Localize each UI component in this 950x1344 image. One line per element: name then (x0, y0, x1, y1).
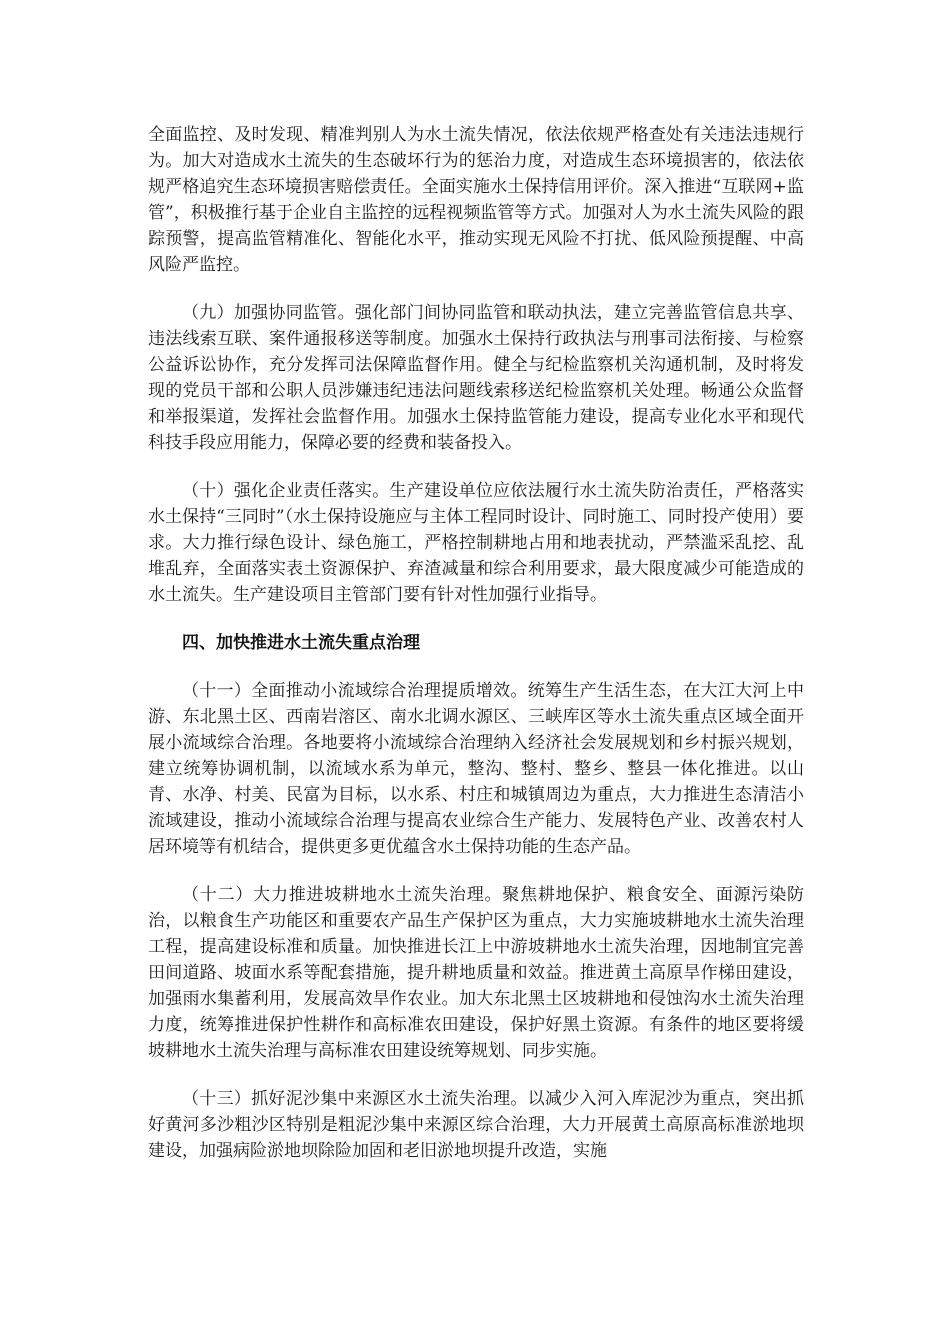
paragraph-item-10-enterprise-responsibility: （十）强化企业责任落实。生产建设单位应依法履行水土流失防治责任，严格落实水土保持“三同时”（水土保持设施应与主体工程同时设计、同时施工、同时投产使用）要求。大力推行绿色设计、绿色施工，严格控制耕地占用和地表扰动，严禁滥采乱挖、乱堆乱弃，全面落实表土资源保护、弃渣减量和综合利用要求，最大限度减少可能造成的水土流失。生产建设项目主管部门要有针对性加强行业指导。 (148, 481, 804, 605)
paragraph-item-9-collaborative-supervision: （九）加强协同监管。强化部门间协同监管和联动执法，建立完善监管信息共享、违法线索互联、案件通报移送等制度。加强水土保持行政执法与刑事司法衔接、与检察公益诉讼协作，充分发挥司法保障监督作用。健全与纪检监察机关沟通机制，及时将发现的党员干部和公职人员涉嫌违纪违法问题线索移送纪检监察机关处理。畅通公众监督和举报渠道，发挥社会监督作用。加强水土保持监管能力建设，提高专业化水平和现代科技手段应用能力，保障必要的经费和装备投入。 (148, 303, 804, 453)
paragraph-continuation-monitoring: 全面监控、及时发现、精准判别人为水土流失情况，依法依规严格查处有关违法违规行为。加大对造成水土流失的生态破坏行为的惩治力度，对造成生态环境损害的，依法依规严格追究生态环境损害赔偿责任。全面实施水土保持信用评价。深入推进“互联网+监管”，积极推行基于企业自主监控的远程视频监管等方式。加强对人为水土流失风险的跟踪预警，提高监管精准化、智能化水平，推动实现无风险不打扰、低风险预提醒、中高风险严监控。 (148, 125, 804, 275)
paragraph-item-11-small-watershed: （十一）全面推动小流域综合治理提质增效。统筹生产生活生态，在大江大河上中游、东北黑土区、西南岩溶区、南水北调水源区、三峡库区等水土流失重点区域全面开展小流域综合治理。各地要将小流域综合治理纳入经济社会发展规划和乡村振兴规划，建立统筹协调机制，以流域水系为单元，整沟、整村、整乡、整县一体化推进。以山青、水净、村美、民富为目标，以水系、村庄和城镇周边为重点，大力推进生态清洁小流域建设，推动小流域综合治理与提高农业综合生产能力、发展特色产业、改善农村人居环境等有机结合，提供更多更优蕴含水土保持功能的生态产品。 (148, 681, 804, 857)
paragraph-item-13-sediment-source: （十三）抓好泥沙集中来源区水土流失治理。以减少入河入库泥沙为重点，突出抓好黄河多沙粗沙区特别是粗泥沙集中来源区综合治理，大力开展黄土高原高标准淤地坝建设，加强病险淤地坝除险加固和老旧淤地坝提升改造，实施 (148, 1089, 804, 1161)
document-body (148, 122, 804, 1186)
section-heading-4: 四、加快推进水土流失重点治理 (182, 633, 420, 653)
paragraph-item-12-slope-farmland: （十二）大力推进坡耕地水土流失治理。聚焦耕地保护、粮食安全、面源污染防治，以粮食生产功能区和重要农产品生产保护区为重点，大力实施坡耕地水土流失治理工程，提高建设标准和质量。加快推进长江上中游坡耕地水土流失治理，因地制宜完善田间道路、坡面水系等配套措施，提升耕地质量和效益。推进黄土高原旱作梯田建设，加强雨水集蓄利用，发展高效旱作农业。加大东北黑土区坡耕地和侵蚀沟水土流失治理力度，统筹推进保护性耕作和高标准农田建设，保护好黑土资源。有条件的地区要将缓坡耕地水土流失治理与高标准农田建设统筹规划、同步实施。 (148, 885, 804, 1061)
